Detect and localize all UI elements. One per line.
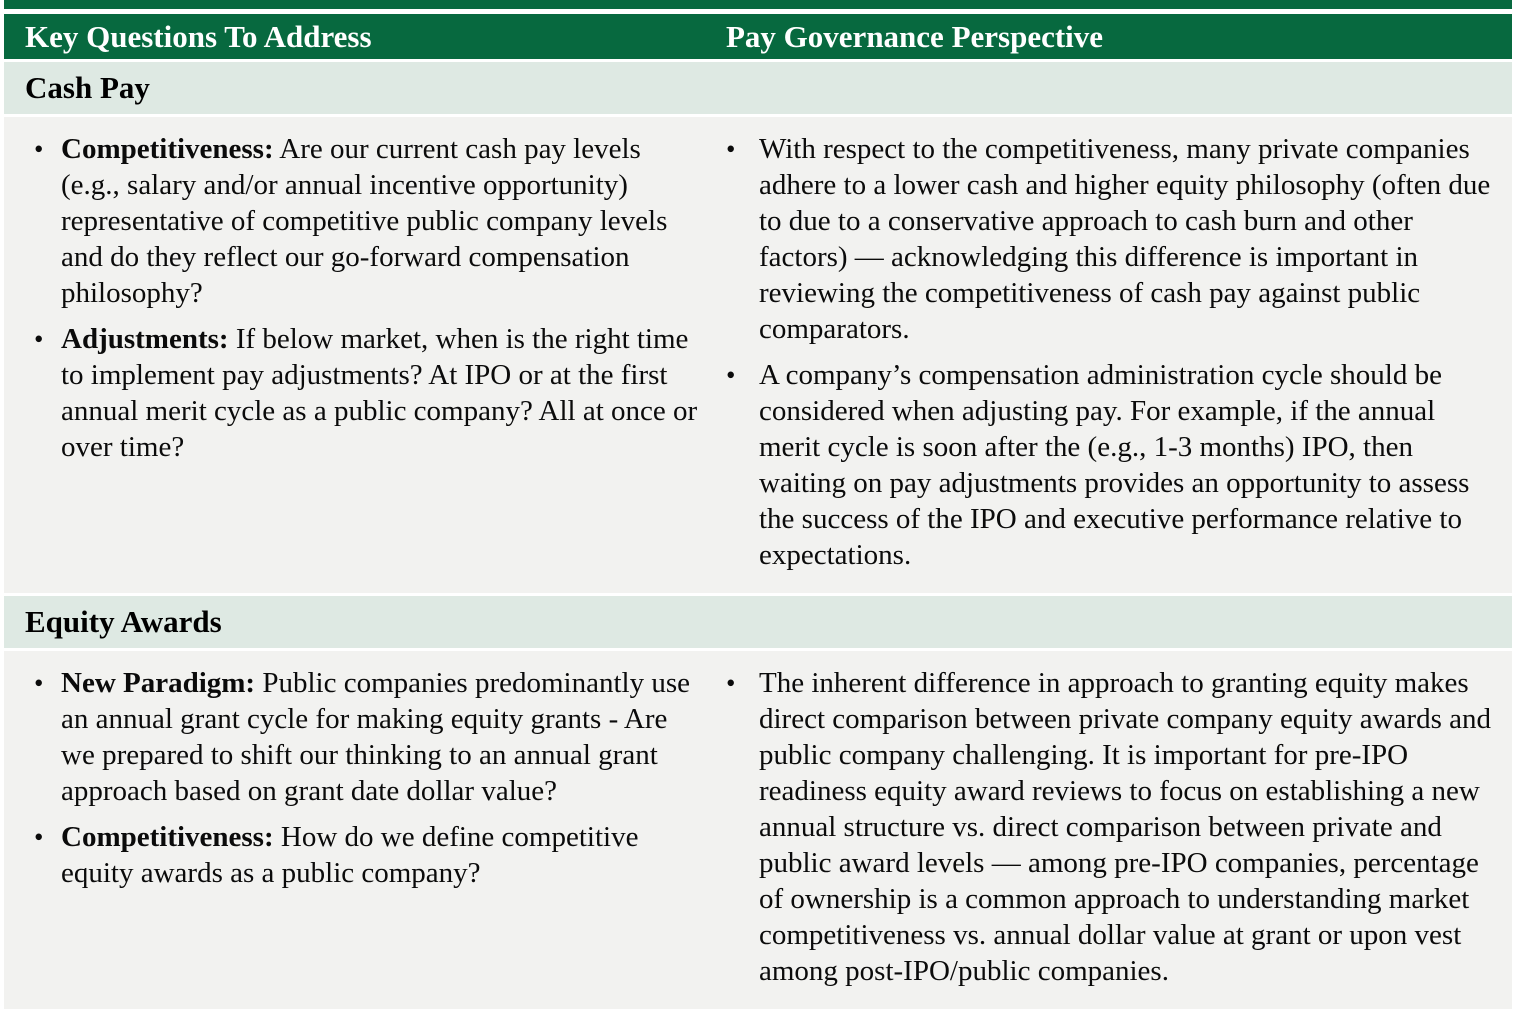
bullet-lead-label: Competitiveness: xyxy=(61,133,274,165)
bullet-item-admin-cycle-perspective xyxy=(726,357,1498,573)
bullet-item-equity-grant-perspective xyxy=(726,665,1498,989)
bullet-text: The inherent difference in approach to granting equity makes direct comparison between private company equity awards and public company challenging. It is important for pre-IPO readiness equity award reviews to focus on establishing a new annual structure vs. direct comparison between private and public award levels — among pre-IPO companies, percentage of ownership is a common approach to understanding market competitiveness vs. annual dollar value at grant or upon vest among post-IPO/public companies. xyxy=(759,667,1491,987)
bullet-item-competitiveness-perspective xyxy=(726,131,1498,347)
column-header-pay-governance: Pay Governance Perspective xyxy=(726,18,1104,54)
section-body-equity-awards xyxy=(4,651,1512,1009)
section-header-cash-pay: Cash Pay xyxy=(4,59,1512,117)
cash-pay-perspective-column xyxy=(710,129,1512,573)
bullet-lead-label: Adjustments: xyxy=(61,323,229,355)
column-header-key-questions: Key Questions To Address xyxy=(25,18,372,54)
section-header-equity-awards: Equity Awards xyxy=(4,593,1512,651)
equity-awards-perspective-list xyxy=(710,665,1498,989)
comparison-table xyxy=(4,0,1512,1009)
bullet-text: If below market, when is the right time to implement pay adjustments? At IPO or at the first annual merit cycle as a public company? All at once or over time? xyxy=(61,323,698,463)
bullet-text: A company’s compensation administration cycle should be considered when adjusting pay. For example, if the annual merit cycle is soon after the (e.g., 1-3 months) IPO, then waiting on pay adjustments provides an opportunity to assess the success of the IPO and executive performance relative to expectations. xyxy=(759,359,1470,571)
equity-awards-questions-list xyxy=(4,665,710,891)
table-header-row xyxy=(4,14,1512,59)
bullet-text: How do we define competitive equity awards as a public company? xyxy=(61,821,639,889)
equity-awards-perspective-column xyxy=(710,663,1512,989)
bullet-item-adjustments xyxy=(34,321,698,465)
bullet-text: Are our current cash pay levels (e.g., salary and/or annual incentive opportunity) representative of competitive public company levels and do they reflect our go-forward compensation philosophy? xyxy=(61,133,668,309)
cash-pay-perspective-list xyxy=(710,131,1498,573)
table-top-border xyxy=(4,0,1512,9)
equity-awards-questions-column xyxy=(4,663,710,989)
cash-pay-questions-column xyxy=(4,129,710,573)
bullet-text: With respect to the competitiveness, many private companies adhere to a lower cash and higher equity philosophy (often due to due to a conservative approach to cash burn and other factors) — acknowledging this difference is important in reviewing the competitiveness of cash pay against public comparators. xyxy=(759,133,1491,345)
bullet-text: Public companies predominantly use an annual grant cycle for making equity grants - Are we prepared to shift our thinking to an annual grant approach based on grant date dollar value? xyxy=(61,667,691,807)
bullet-item-competitiveness-equity xyxy=(34,819,698,891)
bullet-item-new-paradigm xyxy=(34,665,698,809)
bullet-lead-label: Competitiveness: xyxy=(61,821,274,853)
cash-pay-questions-list xyxy=(4,131,710,465)
section-body-cash-pay xyxy=(4,117,1512,593)
bullet-lead-label: New Paradigm: xyxy=(61,667,256,699)
bullet-item-competitiveness xyxy=(34,131,698,311)
